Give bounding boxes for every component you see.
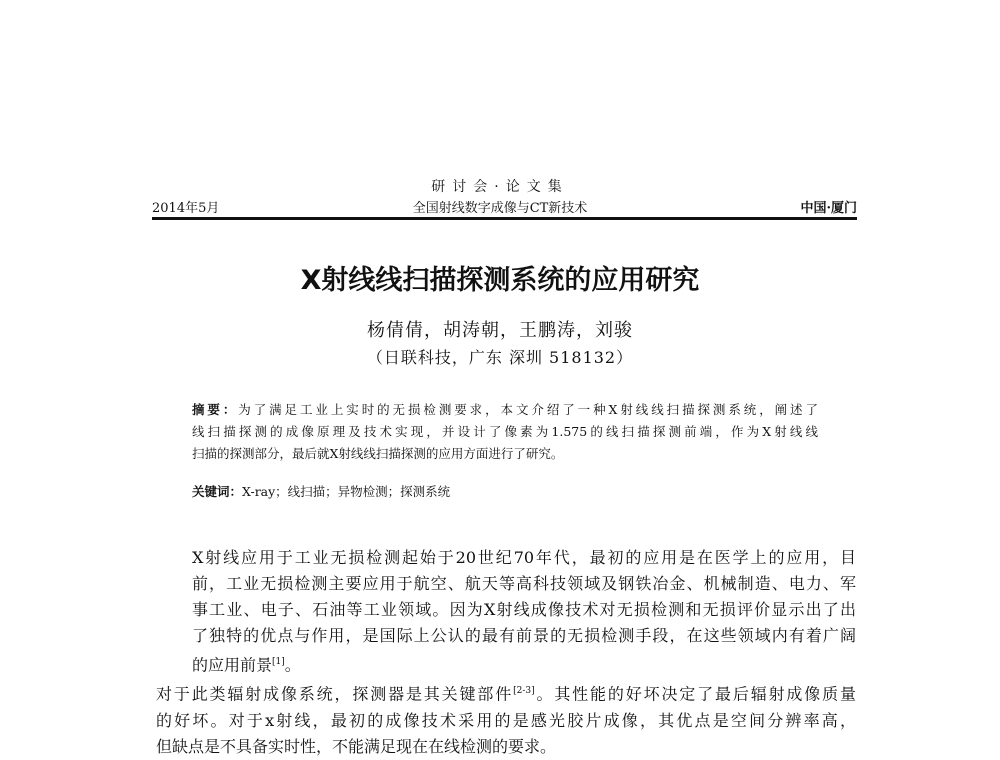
body-text bbox=[156, 545, 856, 760]
header-location: 中国·厦门 bbox=[800, 201, 857, 216]
header-conference-name: 全国射线数字成像与CT新技术 bbox=[412, 201, 588, 216]
abstract-line bbox=[192, 399, 818, 421]
abstract bbox=[192, 399, 818, 465]
paragraph bbox=[156, 678, 856, 759]
body-line: 但缺点是不具备实时性，不能满足现在在线检测的要求。 bbox=[156, 736, 557, 756]
abstract-line: 扫描的探测部分，最后就X射线线扫描探测的应用方面进行了研究。 bbox=[192, 446, 564, 461]
body-line bbox=[156, 678, 856, 707]
abstract-line: 线扫描探测的成像原理及技术实现，并设计了像素为1.575的线扫描探测前端，作为X射线线 bbox=[192, 424, 818, 439]
affiliation: （日联科技，广东 深圳 518132） bbox=[366, 348, 634, 367]
header-date: 2014年5月 bbox=[152, 201, 220, 216]
citation-ref: [2-3] bbox=[513, 686, 535, 697]
body-text-fragment: 的应用前景 bbox=[192, 655, 273, 675]
body-line: X射线应用于工业无损检测起始于20世纪70年代，最初的应用是在医学上的应用，目 bbox=[192, 548, 856, 567]
paper-title: X射线线扫描探测系统的应用研究 bbox=[300, 265, 700, 296]
paragraph bbox=[156, 545, 856, 678]
header-series-title: 研讨会·论文集 bbox=[431, 179, 569, 195]
keywords bbox=[192, 482, 818, 500]
body-line: 事工业、电子、石油等工业领域。因为X射线成像技术对无损检测和无损评价显示出了出 bbox=[192, 600, 856, 619]
body-line: 的好坏。对于x射线，最初的成像技术采用的是感光胶片成像，其优点是空间分辨率高， bbox=[156, 710, 856, 730]
citation-ref: [1] bbox=[272, 657, 285, 667]
abstract-text: 为了满足工业上实时的无损检测要求，本文介绍了一种X射线线扫描探测系统，阐述了 bbox=[238, 402, 818, 417]
abstract-label: 摘要： bbox=[192, 402, 239, 417]
keywords-label: 关键词： bbox=[192, 484, 243, 499]
header-rule bbox=[152, 217, 857, 220]
body-text-fragment: 对于此类辐射成像系统，探测器是其关键部件 bbox=[156, 684, 514, 704]
body-line: 了独特的优点与作用，是国际上公认的最有前景的无损检测手段，在这些领域内有着广阔 bbox=[192, 626, 856, 645]
body-line bbox=[156, 649, 856, 678]
authors: 杨倩倩，胡涛朝，王鹏涛，刘骏 bbox=[367, 320, 633, 341]
body-line: 前，工业无损检测主要应用于航空、航天等高科技领域及钢铁冶金、机械制造、电力、军 bbox=[192, 574, 856, 593]
body-text-fragment: 。 bbox=[284, 655, 301, 675]
keywords-text: X-ray；线扫描；异物检测；探测系统 bbox=[242, 484, 451, 499]
body-text-fragment: 。其性能的好坏决定了最后辐射成像质量 bbox=[534, 684, 856, 704]
